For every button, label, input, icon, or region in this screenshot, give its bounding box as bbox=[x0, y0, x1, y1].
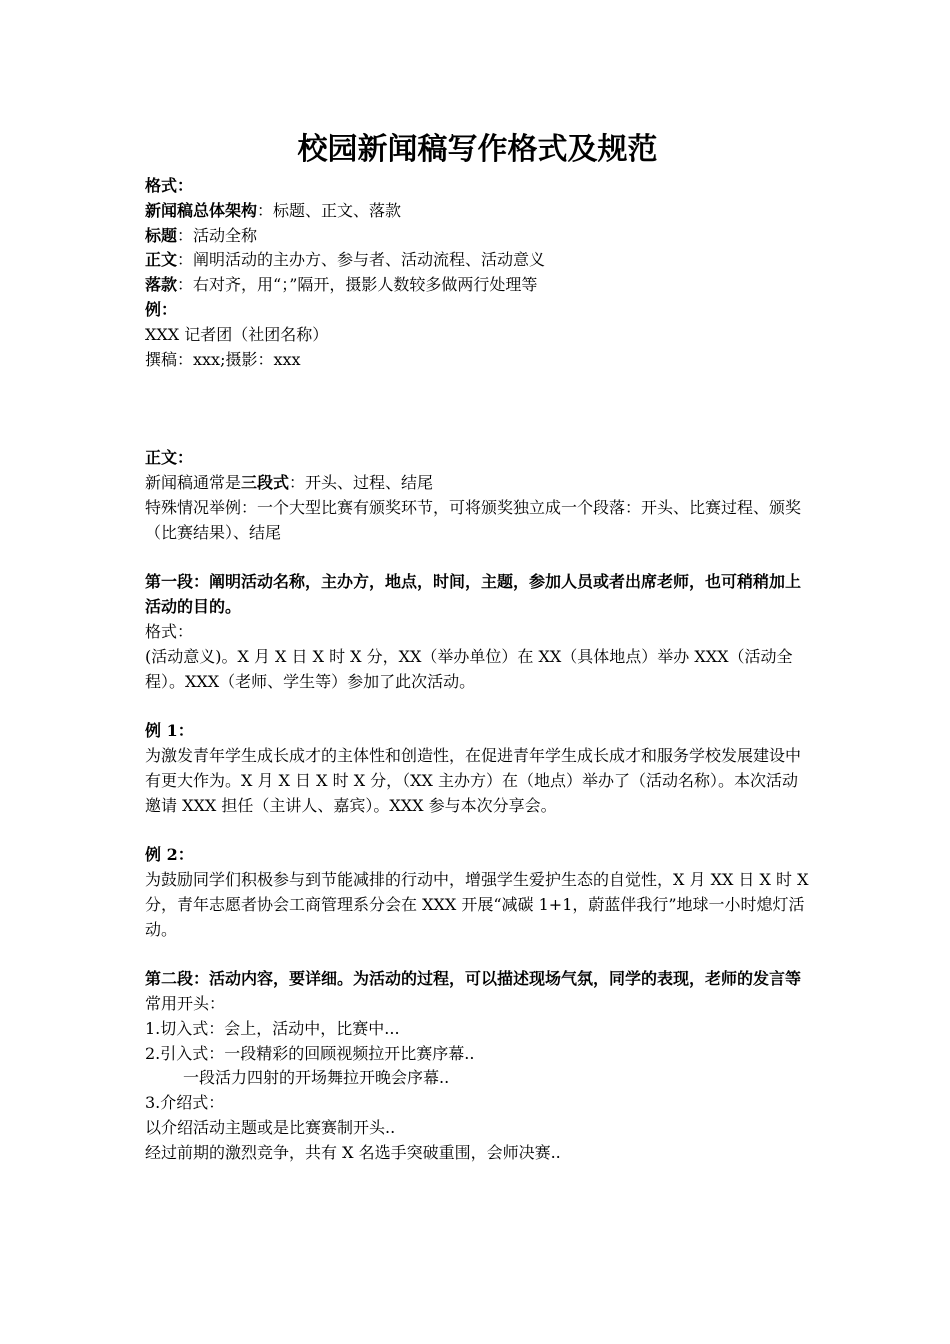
body-line bbox=[145, 248, 810, 273]
sign-label: 落款 bbox=[145, 275, 178, 295]
example-label: 例： bbox=[145, 299, 178, 319]
opening-1: 1.切入式：会上，活动中，比赛中... bbox=[145, 1018, 400, 1038]
spacer bbox=[145, 818, 810, 843]
sign-line bbox=[145, 273, 810, 298]
opening-3: 3.介绍式： bbox=[145, 1093, 225, 1113]
structure-text: ：标题、正文、落款 bbox=[257, 200, 402, 220]
common-opening: 常用开头： bbox=[145, 993, 226, 1013]
title-label: 标题 bbox=[145, 225, 178, 245]
three-part-pre: 新闻稿通常是 bbox=[145, 473, 242, 493]
para1-format-text: (活动意义)。X 月 X 日 X 时 X 分，XX（举办单位）在 XX（具体地点）举办 XXX（活动全程）。XXX（老师、学生等）参加了此次活动。 bbox=[145, 646, 793, 691]
special-case: 特殊情况举例：一个大型比赛有颁奖环节，可将颁奖独立成一个段落：开头、比赛过程、颁奖（比赛结果）、结尾 bbox=[145, 497, 802, 542]
ex1-label: 例 1： bbox=[145, 721, 194, 741]
title-line bbox=[145, 224, 810, 249]
document-title: 校园新闻稿写作格式及规范 bbox=[297, 132, 658, 167]
document-page bbox=[145, 128, 810, 1165]
ex2-label: 例 2： bbox=[145, 845, 194, 865]
opening-2: 2.引入式：一段精彩的回顾视频拉开比赛序幕.. bbox=[145, 1043, 475, 1063]
title-text: ：活动全称 bbox=[177, 225, 258, 245]
para1-heading: 第一段：阐明活动名称，主办方，地点，时间，主题，参加人员或者出席老师，也可稍稍加上活动的目的。 bbox=[145, 572, 802, 617]
spacer bbox=[145, 694, 810, 719]
structure-label: 新闻稿总体架构 bbox=[145, 200, 258, 220]
three-part-post: ：开头、过程、结尾 bbox=[289, 473, 434, 493]
body-label: 正文 bbox=[145, 250, 178, 270]
para2-heading: 第二段：活动内容，要详细。为活动的过程，可以描述现场气氛，同学的表现，老师的发言等 bbox=[145, 969, 802, 989]
spacer bbox=[145, 942, 810, 967]
opening-3b: 经过前期的激烈竞争，共有 X 名选手突破重围，会师决赛.. bbox=[145, 1142, 561, 1162]
three-part-line bbox=[145, 471, 810, 496]
body-text: ：阐明活动的主办方、参与者、活动流程、活动意义 bbox=[177, 250, 546, 270]
sign-text: ：右对齐，用“；”隔开，摄影人数较多做两行处理等 bbox=[177, 275, 538, 295]
ex1-text: 为激发青年学生成长成才的主体性和创造性，在促进青年学生成长成才和服务学校发展建设中有更大作为。X 月 X 日 X 时 X 分，（XX 主办方）在（地点）举办了（活动名称）。本次活动邀请 XXX 担任（主讲人、嘉宾）。XXX 参与本次分享会。 bbox=[145, 745, 802, 815]
format-heading: 格式： bbox=[145, 176, 194, 195]
three-part-bold: 三段式 bbox=[241, 473, 290, 493]
example-line-2: 撰稿：xxx;摄影：xxx bbox=[145, 349, 301, 369]
para1-format-label: 格式： bbox=[145, 621, 194, 641]
body-heading: 正文： bbox=[145, 448, 194, 468]
example-line-1: XXX 记者团（社团名称） bbox=[145, 324, 329, 344]
spacer bbox=[145, 372, 810, 446]
ex2-text: 为鼓励同学们积极参与到节能减排的行动中，增强学生爱护生态的自觉性，X 月 XX 日 X 时 X 分，青年志愿者协会工商管理系分会在 XXX 开展“减碳 1+1，蔚蓝伴我行”地球一小时熄灯活动。 bbox=[145, 869, 809, 939]
opening-2b: 一段活力四射的开场舞拉开晚会序幕.. bbox=[183, 1068, 450, 1088]
opening-3a: 以介绍活动主题或是比赛赛制开头.. bbox=[145, 1117, 396, 1137]
spacer bbox=[145, 546, 810, 571]
structure-line bbox=[145, 199, 810, 224]
